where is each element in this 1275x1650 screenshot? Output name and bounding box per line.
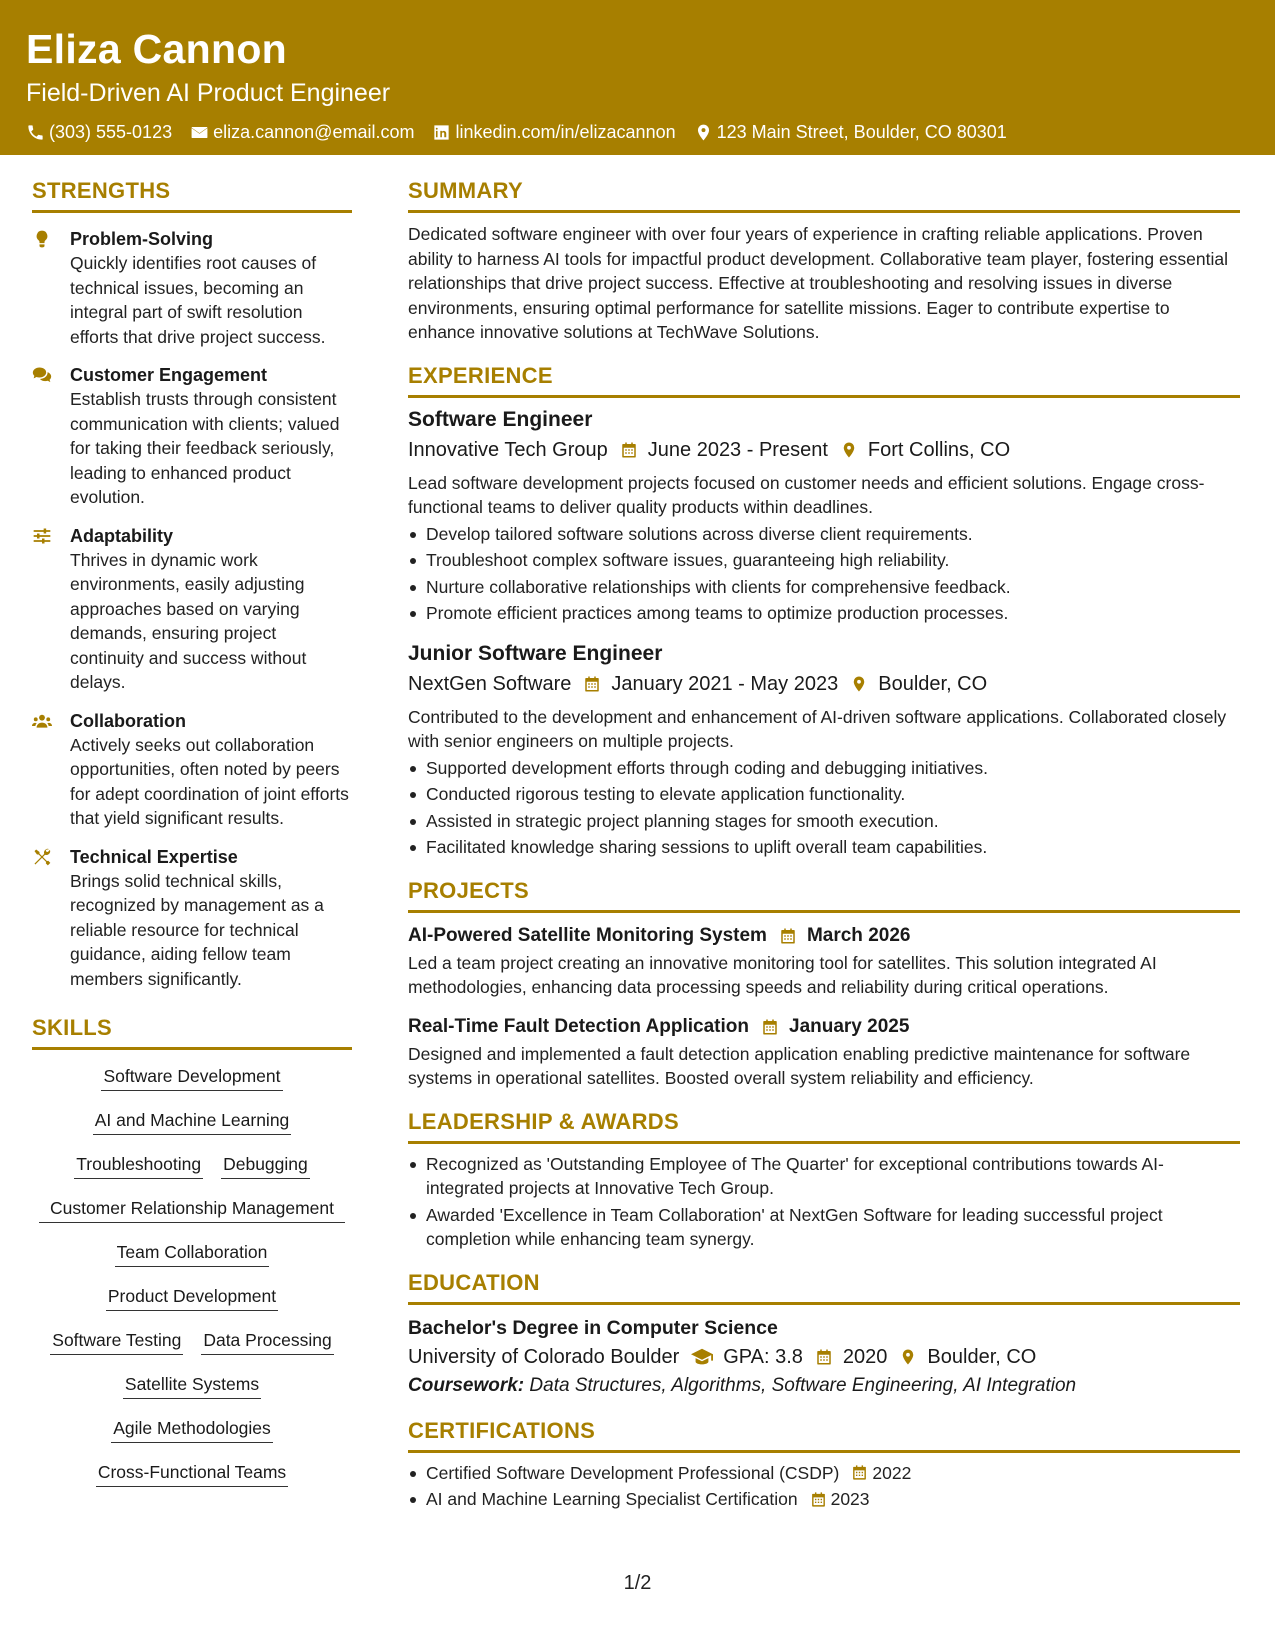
page-number: 1/2 (623, 1572, 652, 1594)
calendar-icon (810, 1491, 827, 1508)
job-title: Junior Software Engineer (408, 641, 663, 665)
users-icon (32, 711, 52, 731)
bullet-item: Recognized as 'Outstanding Employee of The Quarter' for exceptional contributions towards AI-integrated projects at Innovative Tech Group. (408, 1152, 1240, 1201)
comments-icon (32, 365, 52, 385)
address-text: 123 Main Street, Boulder, CO 80301 (716, 122, 1007, 142)
strength-desc: Establish trusts through consistent communication with clients; valued for taking their feedback seriously, leading to enhanced product evolution. (70, 389, 340, 507)
contact-address (694, 122, 1007, 143)
bullet-item: Nurture collaborative relationships with clients for comprehensive feedback. (408, 575, 1240, 600)
header (0, 0, 1275, 155)
certifications-section (408, 1416, 1240, 1512)
job-description: Contributed to the development and enhancement of AI-driven software applications. Collaborated closely with senior engineers on multiple projects. (408, 706, 1227, 751)
bullet-item: Promote efficient practices among teams to optimize production processes. (408, 601, 1240, 626)
right-column (408, 176, 1240, 1514)
certifications-heading: CERTIFICATIONS (408, 1416, 1240, 1453)
experience-heading: EXPERIENCE (408, 361, 1240, 398)
strength-item (32, 524, 352, 695)
coursework (408, 1372, 1240, 1400)
job-location: Boulder, CO (878, 672, 988, 695)
certification-name: Certified Software Development Professional (CSDP) (426, 1462, 840, 1483)
leadership-list (408, 1152, 1240, 1252)
calendar-icon (583, 675, 601, 693)
calendar-icon (620, 441, 638, 459)
job-title: Software Engineer (408, 407, 593, 431)
leadership-section (408, 1107, 1240, 1252)
summary-text: Dedicated software engineer with over four years of experience in crafting reliable applications. Proven ability to harness AI tools for impactful product development. Collaborative team player, fostering essential relationships that drive project success. Effective at troubleshooting and resolving issues in diverse environments, ensuring optimal performance for satellite missions. Eager to contribute expertise to enhance innovative solutions at TechWave Solutions. (408, 224, 1229, 342)
projects-heading: PROJECTS (408, 876, 1240, 913)
job-description: Lead software development projects focused on customer needs and efficient solutions. Engage cross-functional teams to deliver quality products within deadlines. (408, 472, 1205, 517)
summary-heading: SUMMARY (408, 176, 1240, 213)
project-title: AI-Powered Satellite Monitoring System (408, 924, 767, 946)
skill-tag: Troubleshooting (74, 1152, 203, 1179)
strength-title: Problem-Solving (70, 229, 214, 249)
contact-email[interactable] (190, 122, 414, 143)
candidate-name: Eliza Cannon (26, 26, 288, 72)
map-pin-icon (899, 1348, 917, 1366)
certification-name: AI and Machine Learning Specialist Certification (426, 1489, 798, 1509)
calendar-icon (815, 1348, 833, 1366)
job-entry (408, 640, 1240, 860)
project-date: January 2025 (789, 1015, 910, 1037)
skill-tag: Software Testing (50, 1328, 183, 1355)
sliders-icon (32, 526, 52, 546)
phone-text: (303) 555-0123 (49, 122, 173, 142)
job-company: NextGen Software (408, 672, 572, 695)
strength-item (32, 709, 352, 831)
bullet-item: Troubleshoot complex software issues, guaranteeing high reliability. (408, 548, 1240, 573)
envelope-icon (190, 123, 209, 142)
project-title: Real-Time Fault Detection Application (408, 1015, 749, 1037)
education-section (408, 1268, 1240, 1400)
contact-bar (26, 122, 1249, 143)
job-dates: June 2023 - Present (647, 438, 828, 461)
strength-item (32, 363, 352, 510)
project-description: Designed and implemented a fault detection application enabling predictive maintenance for software systems in operational satellites. Boosted overall system reliability and efficiency. (408, 1043, 1191, 1088)
certification-item (408, 1461, 1240, 1486)
certification-item (408, 1487, 1240, 1512)
job-bullets (408, 756, 1240, 860)
graduation-cap-icon (691, 1346, 713, 1368)
experience-section (408, 361, 1240, 860)
job-dates: January 2021 - May 2023 (611, 672, 839, 695)
calendar-icon (851, 1464, 868, 1481)
skill-tag: Software Development (101, 1064, 282, 1091)
strength-title: Customer Engagement (70, 365, 268, 385)
skill-tag: Cross-Functional Teams (96, 1460, 288, 1487)
job-entry (408, 406, 1240, 626)
contact-linkedin[interactable] (432, 122, 675, 143)
gpa: GPA: 3.8 (723, 1345, 803, 1368)
skill-tag: Debugging (221, 1152, 310, 1179)
education-heading: EDUCATION (408, 1268, 1240, 1305)
linkedin-text: linkedin.com/in/elizacannon (455, 122, 676, 142)
candidate-role: Field-Driven AI Product Engineer (26, 79, 391, 107)
project-entry (408, 923, 1240, 1000)
phone-icon (26, 123, 45, 142)
strength-title: Collaboration (70, 710, 186, 731)
coursework-list: Data Structures, Algorithms, Software Engineering, AI Integration (529, 1374, 1077, 1396)
graduation-year: 2020 (842, 1345, 888, 1368)
job-company: Innovative Tech Group (408, 438, 608, 461)
bullet-item: Awarded 'Excellence in Team Collaboration' at NextGen Software for leading successful project completion while enhancing team synergy. (408, 1203, 1240, 1252)
skill-tag: Data Processing (201, 1328, 333, 1355)
strength-desc: Brings solid technical skills, recognized by management as a reliable resource for technical guidance, aiding fellow team members significantly. (70, 870, 324, 989)
bullet-item: Assisted in strategic project planning stages for smooth execution. (408, 809, 1240, 834)
job-meta (408, 669, 1240, 699)
coursework-label: Coursework: (408, 1374, 525, 1396)
job-bullets (408, 522, 1240, 626)
school-location: Boulder, CO (927, 1345, 1037, 1368)
certification-year: 2022 (872, 1462, 912, 1483)
strength-title: Technical Expertise (70, 846, 238, 867)
map-pin-icon (850, 675, 868, 693)
strengths-heading: STRENGTHS (32, 176, 352, 213)
skill-tag: Team Collaboration (115, 1240, 270, 1267)
calendar-icon (761, 1018, 779, 1036)
project-description: Led a team project creating an innovative monitoring tool for satellites. This solution integrated AI methodologies, enhancing data processing speeds and reliability during critical operations. (408, 952, 1157, 997)
contact-phone[interactable] (26, 122, 172, 143)
certification-year: 2023 (830, 1489, 870, 1509)
skill-tag: AI and Machine Learning (93, 1108, 292, 1135)
strength-desc: Quickly identifies root causes of technical issues, becoming an integral part of swift resolution efforts that drive project success. (70, 253, 326, 347)
leadership-heading: LEADERSHIP & AWARDS (408, 1107, 1240, 1144)
certifications-list (408, 1461, 1240, 1512)
degree-title: Bachelor's Degree in Computer Science (408, 1316, 778, 1339)
school-name: University of Colorado Boulder (408, 1345, 680, 1368)
strength-desc: Thrives in dynamic work environments, easily adjusting approaches based on varying demands, ensuring project continuity and success without delays. (70, 549, 307, 692)
project-entry (408, 1014, 1240, 1091)
calendar-icon (779, 927, 797, 945)
job-meta (408, 435, 1240, 465)
bullet-item: Facilitated knowledge sharing sessions to uplift overall team capabilities. (408, 835, 1240, 860)
skills-heading: SKILLS (32, 1013, 352, 1050)
map-pin-icon (694, 123, 713, 142)
map-pin-icon (840, 441, 858, 459)
left-column (32, 176, 352, 1504)
skill-tag: Satellite Systems (123, 1372, 261, 1399)
skill-tag: Product Development (106, 1284, 278, 1311)
education-meta (408, 1342, 1240, 1372)
linkedin-icon (432, 123, 451, 142)
bullet-item: Develop tailored software solutions across diverse client requirements. (408, 522, 1240, 547)
strength-title: Adaptability (70, 525, 174, 546)
tools-icon (32, 847, 52, 867)
strength-desc: Actively seeks out collaboration opportunities, often noted by peers for adept coordination of joint efforts that yield significant results. (70, 734, 349, 828)
skills-list (32, 1064, 352, 1504)
strength-item (32, 845, 352, 992)
strength-item (32, 227, 352, 349)
lightbulb-icon (32, 229, 52, 249)
skill-tag: Agile Methodologies (111, 1416, 273, 1443)
email-text: eliza.cannon@email.com (213, 122, 415, 142)
job-location: Fort Collins, CO (867, 438, 1011, 461)
bullet-item: Conducted rigorous testing to elevate application functionality. (408, 782, 1240, 807)
project-date: March 2026 (806, 924, 911, 946)
bullet-item: Supported development efforts through coding and debugging initiatives. (408, 756, 1240, 781)
skill-tag: Customer Relationship Management (39, 1196, 345, 1223)
projects-section (408, 876, 1240, 1091)
